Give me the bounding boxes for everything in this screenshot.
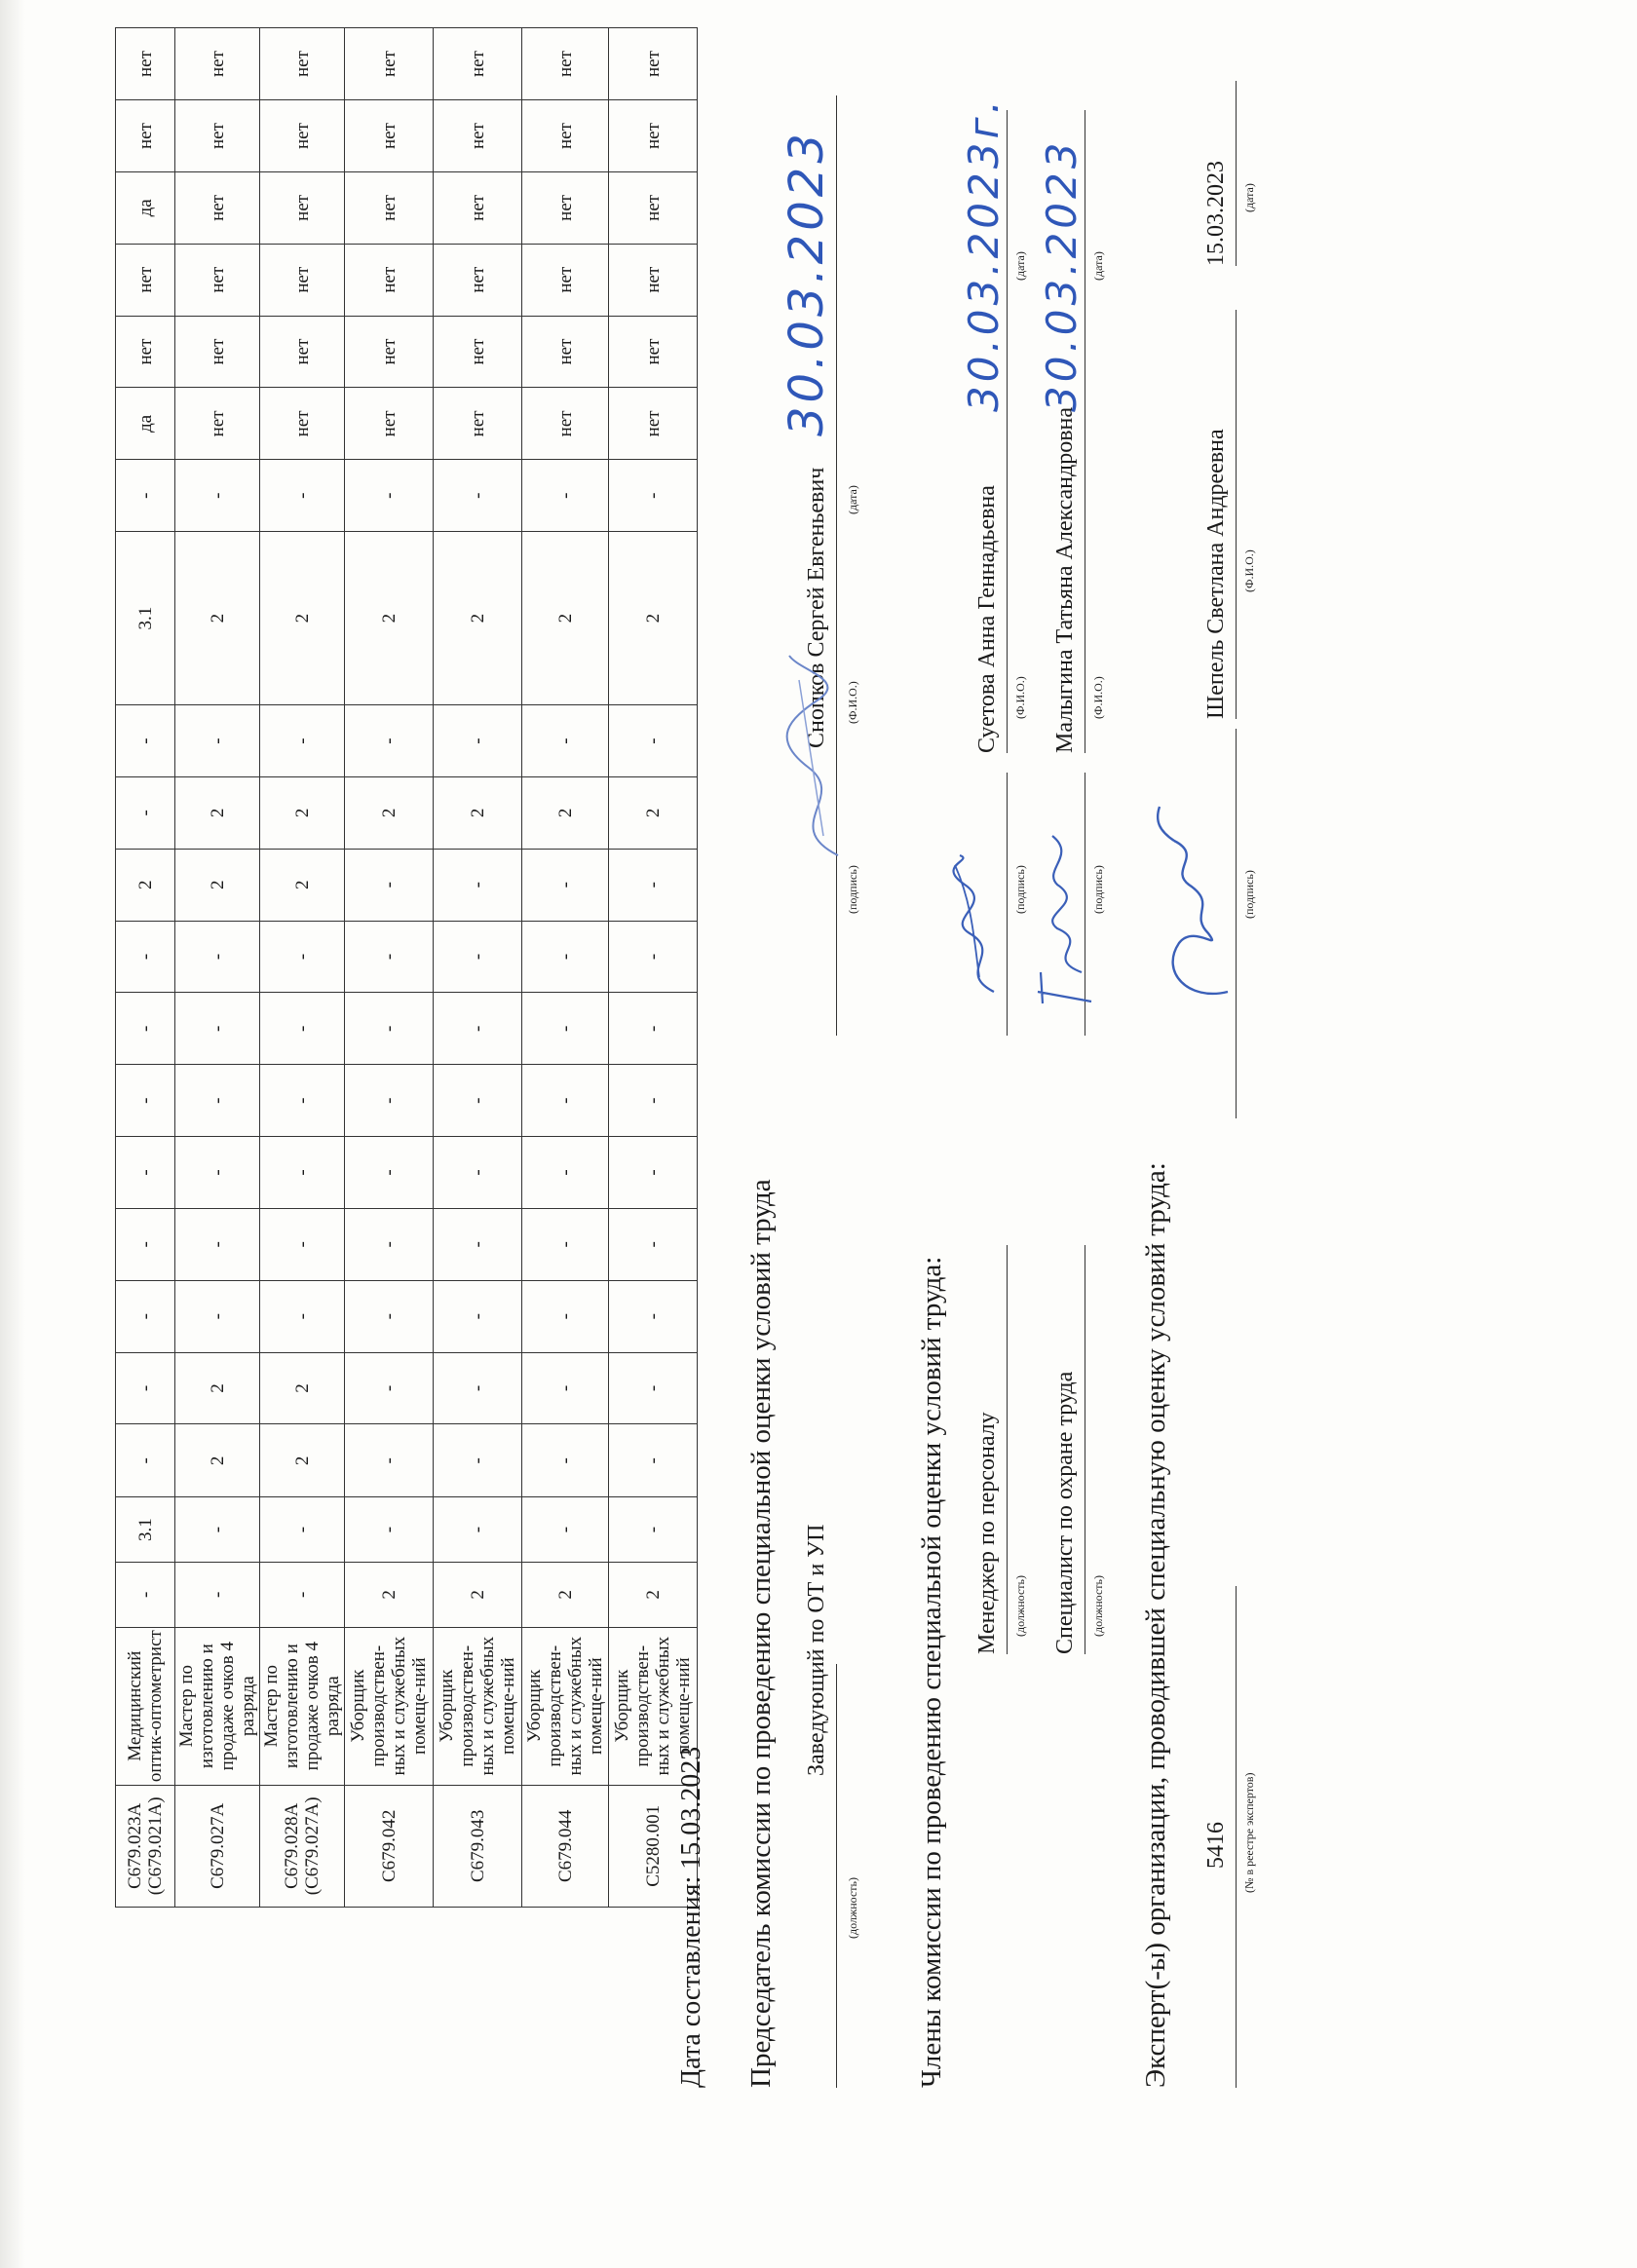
table-cell: -: [175, 1497, 260, 1563]
row-code: С679.043: [434, 1785, 522, 1907]
table-row: [116, 28, 175, 1908]
row-code: С679.044: [522, 1785, 609, 1907]
table-cell: нет: [345, 28, 434, 100]
table-cell: -: [116, 776, 175, 849]
table-cell: 3.1: [116, 1497, 175, 1563]
row-code: С679.027А: [175, 1785, 260, 1907]
table-cell: нет: [116, 28, 175, 100]
table-cell: -: [116, 1352, 175, 1424]
table-cell: -: [345, 1208, 434, 1280]
expert-cap-date: (дата): [1242, 183, 1256, 212]
chairman-heading: Председатель комиссии по проведению специальной оценки условий труда: [745, 1179, 777, 2088]
table-cell: -: [260, 1280, 345, 1352]
table-cell: нет: [345, 388, 434, 460]
table-cell: нет: [609, 171, 698, 244]
date-label: Дата составления: 15.03.2023: [676, 1746, 706, 2088]
chairman-cap-date: (дата): [846, 485, 859, 514]
expert-heading: Эксперт(-ы) организации, проводившей специальную оценку условий труда:: [1140, 1162, 1171, 2088]
row-job-title: Уборщик производствен-ных и служебных помеще-ний: [609, 1627, 698, 1785]
table-row: [175, 28, 260, 1908]
table-cell: -: [434, 1065, 522, 1137]
table-cell: 2: [609, 776, 698, 849]
table-cell: нет: [522, 28, 609, 100]
member1-cap-date: (дата): [1013, 251, 1027, 281]
chairman-cap-position: (должность): [846, 1877, 859, 1939]
chairman-date-handwritten: 30.03.2023: [780, 130, 834, 436]
table-cell: нет: [522, 100, 609, 172]
table-cell: нет: [175, 388, 260, 460]
table-cell: -: [345, 1065, 434, 1137]
table-cell: нет: [434, 28, 522, 100]
table-cell: нет: [609, 316, 698, 388]
table-row: [345, 28, 434, 1908]
table-cell: -: [434, 1280, 522, 1352]
scan-edge: [0, 0, 25, 2268]
table-cell: -: [434, 1352, 522, 1424]
table-cell: -: [609, 921, 698, 993]
table-cell: -: [175, 1137, 260, 1209]
table-cell: нет: [609, 100, 698, 172]
table-cell: -: [522, 993, 609, 1065]
table-cell: нет: [175, 28, 260, 100]
row-job-title: Мастер по изготовлению и продаже очков 4 разряда: [175, 1627, 260, 1785]
table-cell: -: [345, 460, 434, 532]
table-cell: -: [260, 993, 345, 1065]
table-cell: -: [434, 460, 522, 532]
table-row: [609, 28, 698, 1908]
table-cell: -: [260, 1065, 345, 1137]
table-cell: -: [522, 849, 609, 921]
table-row: [434, 28, 522, 1908]
table-cell: -: [260, 705, 345, 777]
table-cell: 2: [434, 532, 522, 705]
table-cell: да: [116, 171, 175, 244]
table-cell: -: [175, 1562, 260, 1627]
table-cell: нет: [345, 171, 434, 244]
table-cell: -: [434, 705, 522, 777]
table-cell: нет: [175, 244, 260, 316]
table-cell: нет: [609, 244, 698, 316]
table-cell: нет: [522, 244, 609, 316]
expert-cap-reg: (№ в реестре экспертов): [1242, 1772, 1256, 1893]
table-cell: нет: [116, 244, 175, 316]
table-cell: -: [609, 1280, 698, 1352]
expert-cap-fio: (Ф.И.О.): [1242, 549, 1256, 592]
member2-date-handwritten: 30.03.2023: [1038, 138, 1085, 412]
expert-signature: [1130, 797, 1252, 1011]
table-cell: 2: [522, 532, 609, 705]
table-cell: -: [345, 1497, 434, 1563]
table-cell: 2: [175, 532, 260, 705]
table-cell: нет: [260, 100, 345, 172]
table-cell: 2: [522, 776, 609, 849]
table-cell: -: [434, 1497, 522, 1563]
table-cell: 2: [609, 1562, 698, 1627]
table-cell: нет: [260, 388, 345, 460]
member2-position: Специалист по охране труда: [1052, 1371, 1078, 1654]
table-row: [522, 28, 609, 1908]
table-cell: 2: [116, 849, 175, 921]
table-cell: -: [260, 1137, 345, 1209]
table-cell: -: [434, 1137, 522, 1209]
table-cell: -: [260, 1208, 345, 1280]
table-cell: -: [345, 705, 434, 777]
row-job-title: Мастер по изготовлению и продаже очков 4 разряда: [260, 1627, 345, 1785]
row-code: С5280.001: [609, 1785, 698, 1907]
table-cell: -: [116, 1280, 175, 1352]
table-cell: -: [609, 1424, 698, 1497]
table-cell: -: [522, 921, 609, 993]
table-cell: -: [260, 1562, 345, 1627]
table-cell: -: [260, 921, 345, 993]
table-cell: -: [116, 705, 175, 777]
table-cell: -: [116, 1424, 175, 1497]
member2-signature: [1023, 816, 1116, 1011]
chairman-position: Заведующий по ОТ и УП: [804, 1524, 829, 1776]
table-cell: 2: [175, 776, 260, 849]
table-cell: нет: [260, 316, 345, 388]
chairman-signature: [770, 651, 862, 865]
table-cell: нет: [260, 171, 345, 244]
table-cell: -: [175, 993, 260, 1065]
table-cell: -: [345, 1137, 434, 1209]
member2-cap-position: (должность): [1091, 1575, 1105, 1637]
table-cell: -: [116, 921, 175, 993]
table-cell: нет: [609, 388, 698, 460]
table-cell: -: [434, 1424, 522, 1497]
table-cell: 2: [260, 776, 345, 849]
table-cell: нет: [175, 316, 260, 388]
member1-position: Менеджер по персоналу: [974, 1412, 1000, 1654]
member1-cap-sign: (подпись): [1013, 865, 1027, 914]
row-job-title: Уборщик производствен-ных и служебных помеще-ний: [345, 1627, 434, 1785]
table-cell: нет: [522, 171, 609, 244]
row-job-title: Медицинский оптик-оптометрист: [116, 1627, 175, 1785]
table-cell: -: [609, 1065, 698, 1137]
table-cell: 2: [345, 776, 434, 849]
table-cell: нет: [116, 316, 175, 388]
table-cell: -: [522, 1424, 609, 1497]
table-cell: -: [345, 849, 434, 921]
table-cell: -: [175, 921, 260, 993]
table-cell: -: [116, 1208, 175, 1280]
table-cell: нет: [434, 316, 522, 388]
table-cell: -: [345, 1424, 434, 1497]
table-cell: -: [434, 849, 522, 921]
table-cell: -: [609, 460, 698, 532]
row-job-title: Уборщик производствен-ных и служебных помеще-ний: [434, 1627, 522, 1785]
table-cell: 2: [175, 1352, 260, 1424]
table-cell: 2: [434, 776, 522, 849]
table-cell: -: [522, 705, 609, 777]
table-cell: да: [116, 388, 175, 460]
table-cell: нет: [260, 244, 345, 316]
table-cell: -: [522, 1497, 609, 1563]
member2-cap-date: (дата): [1091, 251, 1105, 281]
table-cell: 2: [345, 532, 434, 705]
table-cell: нет: [434, 100, 522, 172]
table-cell: 2: [175, 849, 260, 921]
expert-date: 15.03.2023: [1203, 161, 1229, 266]
table-cell: нет: [434, 388, 522, 460]
row-code: С679.042: [345, 1785, 434, 1907]
table-cell: нет: [434, 244, 522, 316]
table-cell: -: [345, 1280, 434, 1352]
table-cell: -: [609, 849, 698, 921]
table-cell: -: [434, 1208, 522, 1280]
table-cell: нет: [175, 100, 260, 172]
table-cell: -: [175, 1280, 260, 1352]
row-code: С679.023А (С679.021А): [116, 1785, 175, 1907]
table-cell: -: [609, 1497, 698, 1563]
table-cell: 2: [260, 1352, 345, 1424]
table-cell: нет: [175, 171, 260, 244]
table-cell: -: [609, 1137, 698, 1209]
table-cell: 2: [260, 1424, 345, 1497]
table-cell: -: [522, 460, 609, 532]
table-cell: нет: [434, 171, 522, 244]
table-cell: -: [345, 921, 434, 993]
table-row: [260, 28, 345, 1908]
chairman-cap-sign: (подпись): [846, 865, 859, 914]
table-cell: нет: [609, 28, 698, 100]
table-cell: -: [175, 1065, 260, 1137]
table-cell: нет: [345, 244, 434, 316]
member2-cap-sign: (подпись): [1091, 865, 1105, 914]
table-cell: -: [522, 1208, 609, 1280]
table-cell: 2: [434, 1562, 522, 1627]
table-cell: -: [522, 1280, 609, 1352]
table-cell: -: [434, 921, 522, 993]
member2-cap-fio: (Ф.И.О.): [1091, 676, 1105, 719]
member1-fio: Суетова Анна Геннадьевна: [974, 485, 1000, 753]
table-cell: -: [175, 705, 260, 777]
table-cell: -: [345, 993, 434, 1065]
members-heading: Члены комиссии по проведению специальной оценки условий труда:: [916, 1256, 947, 2088]
chairman-fio: Снопков Сергей Евгеньевич: [804, 467, 829, 748]
table-cell: -: [175, 1208, 260, 1280]
table-cell: -: [522, 1137, 609, 1209]
table-cell: 3.1: [116, 532, 175, 705]
expert-fio: Шепель Светлана Андреевна: [1203, 429, 1229, 719]
table-cell: -: [522, 1065, 609, 1137]
chairman-cap-fio: (Ф.И.О.): [846, 681, 859, 724]
member1-cap-position: (должность): [1013, 1575, 1027, 1637]
table-cell: -: [116, 1065, 175, 1137]
table-cell: -: [609, 1208, 698, 1280]
table-cell: -: [175, 460, 260, 532]
row-job-title: Уборщик производствен-ных и служебных помеще-ний: [522, 1627, 609, 1785]
table-cell: нет: [522, 316, 609, 388]
table-cell: нет: [522, 388, 609, 460]
table-cell: -: [345, 1352, 434, 1424]
expert-cap-sign: (подпись): [1242, 870, 1256, 919]
table-cell: -: [116, 1562, 175, 1627]
table-cell: -: [609, 1352, 698, 1424]
table-cell: -: [609, 705, 698, 777]
table-cell: 2: [609, 532, 698, 705]
table-cell: нет: [260, 28, 345, 100]
table-cell: -: [116, 460, 175, 532]
table-cell: -: [260, 1497, 345, 1563]
table-cell: 2: [522, 1562, 609, 1627]
table-cell: нет: [116, 100, 175, 172]
table-cell: -: [116, 993, 175, 1065]
member1-cap-fio: (Ф.И.О.): [1013, 676, 1027, 719]
table-cell: 2: [260, 532, 345, 705]
table-cell: -: [434, 993, 522, 1065]
row-code: С679.028А (С679.027А): [260, 1785, 345, 1907]
table-cell: -: [609, 993, 698, 1065]
table-cell: нет: [345, 100, 434, 172]
table-cell: 2: [175, 1424, 260, 1497]
table-cell: 2: [260, 849, 345, 921]
table-cell: -: [260, 460, 345, 532]
table-cell: -: [522, 1352, 609, 1424]
results-table: [115, 27, 698, 1908]
table-cell: -: [116, 1137, 175, 1209]
member1-signature: [935, 846, 1028, 1002]
table-cell: 2: [345, 1562, 434, 1627]
expert-reg-number: 5416: [1203, 1822, 1229, 1869]
member2-fio: Малыгина Татьяна Александровна: [1052, 406, 1078, 753]
member1-date-handwritten: 30.03.2023г.: [960, 96, 1008, 412]
table-cell: нет: [345, 316, 434, 388]
